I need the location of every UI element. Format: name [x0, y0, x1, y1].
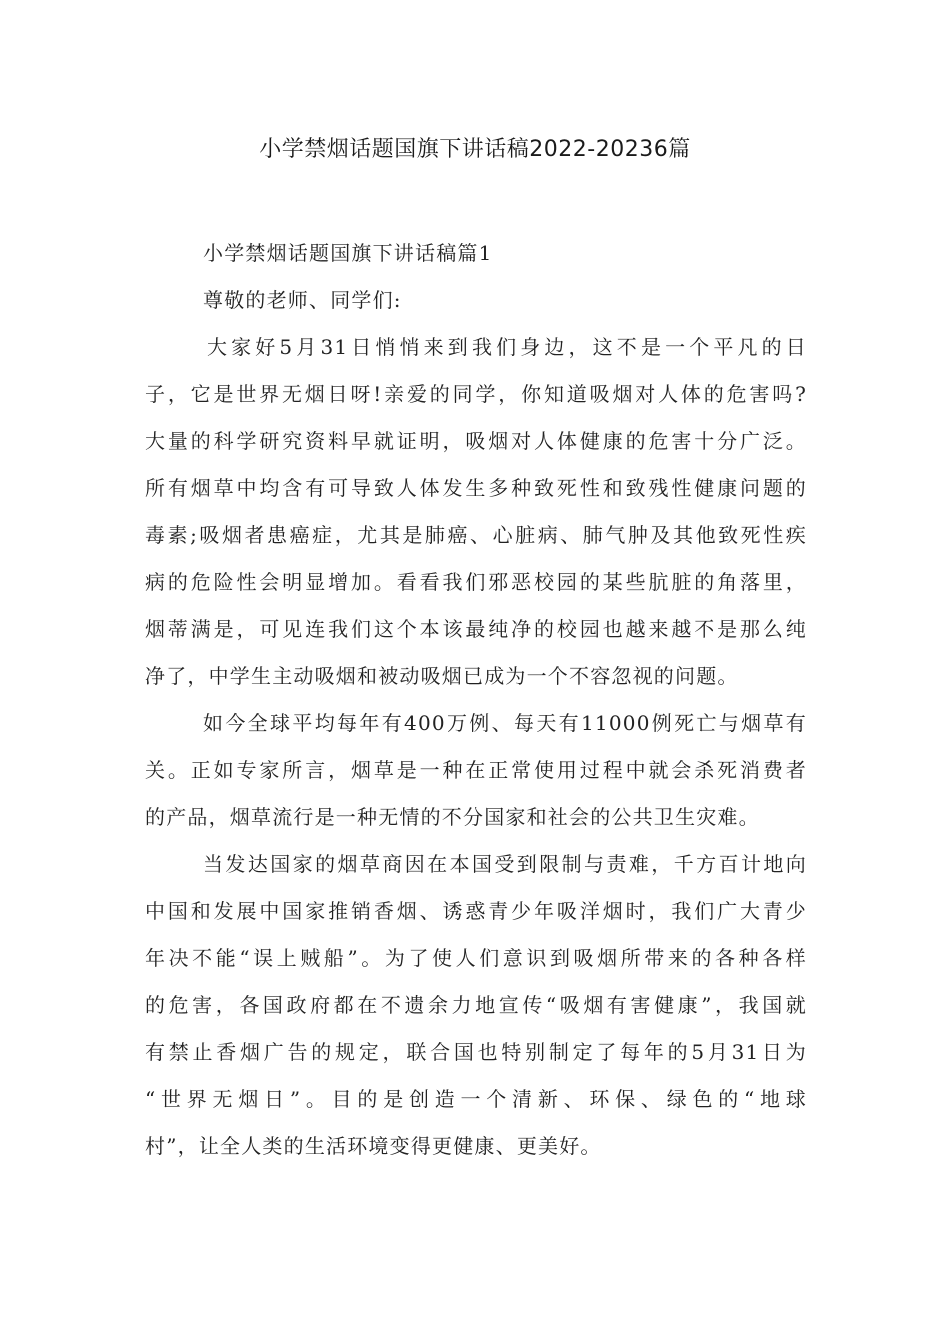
paragraph-line: 所有烟草中均含有可导致人体发生多种致死性和致残性健康问题的: [145, 476, 807, 500]
paragraph-line: 有禁止香烟广告的规定，联合国也特别制定了每年的5月31日为: [145, 1040, 807, 1064]
paragraph-line: 的危害，各国政府都在不遗余力地宣传“吸烟有害健康”，我国就: [145, 993, 807, 1017]
paragraph-line: 毒素;吸烟者患癌症，尤其是肺癌、心脏病、肺气肿及其他致死性疾: [145, 523, 807, 547]
paragraph-line: 年决不能“误上贼船”。为了使人们意识到吸烟所带来的各种各样: [145, 946, 807, 970]
paragraph-line: 中国和发展中国家推销香烟、诱惑青少年吸洋烟时，我们广大青少: [145, 899, 807, 923]
paragraph-1: [145, 328, 807, 696]
paragraph-line: 净了，中学生主动吸烟和被动吸烟已成为一个不容忽视的问题。: [145, 664, 739, 688]
paragraph-3: [145, 845, 807, 1166]
document-title: 小学禁烟话题国旗下讲话稿2022-20236篇: [259, 137, 691, 162]
paragraph-line: 当发达国家的烟草商因在本国受到限制与责难，千方百计地向: [203, 852, 807, 876]
salutation: 尊敬的老师、同学们:: [203, 288, 402, 312]
paragraph-line: 如今全球平均每年有400万例、每天有11000例死亡与烟草有: [203, 711, 807, 735]
paragraph-line: 村”，让全人类的生活环境变得更健康、更美好。: [145, 1134, 602, 1158]
paragraph-2: [145, 704, 807, 837]
paragraph-line: 子，它是世界无烟日呀!亲爱的同学，你知道吸烟对人体的危害吗?: [145, 382, 807, 406]
paragraph-line: 大量的科学研究资料早就证明，吸烟对人体健康的危害十分广泛。: [145, 429, 807, 453]
document-body: [145, 234, 807, 1166]
paragraph-line: 大家好5月31日悄悄来到我们身边，这不是一个平凡的日: [207, 335, 807, 359]
paragraph-line: 病的危险性会明显增加。看看我们邪恶校园的某些肮脏的角落里，: [145, 570, 807, 594]
section-heading: 小学禁烟话题国旗下讲话稿篇1: [203, 241, 493, 265]
paragraph-line: “世界无烟日”。目的是创造一个清新、环保、绿色的“地球: [145, 1087, 807, 1111]
paragraph-line: 关。正如专家所言，烟草是一种在正常使用过程中就会杀死消费者: [145, 758, 807, 782]
paragraph-line: 的产品，烟草流行是一种无情的不分国家和社会的公共卫生灾难。: [145, 805, 760, 829]
paragraph-line: 烟蒂满是，可见连我们这个本该最纯净的校园也越来越不是那么纯: [145, 617, 807, 641]
